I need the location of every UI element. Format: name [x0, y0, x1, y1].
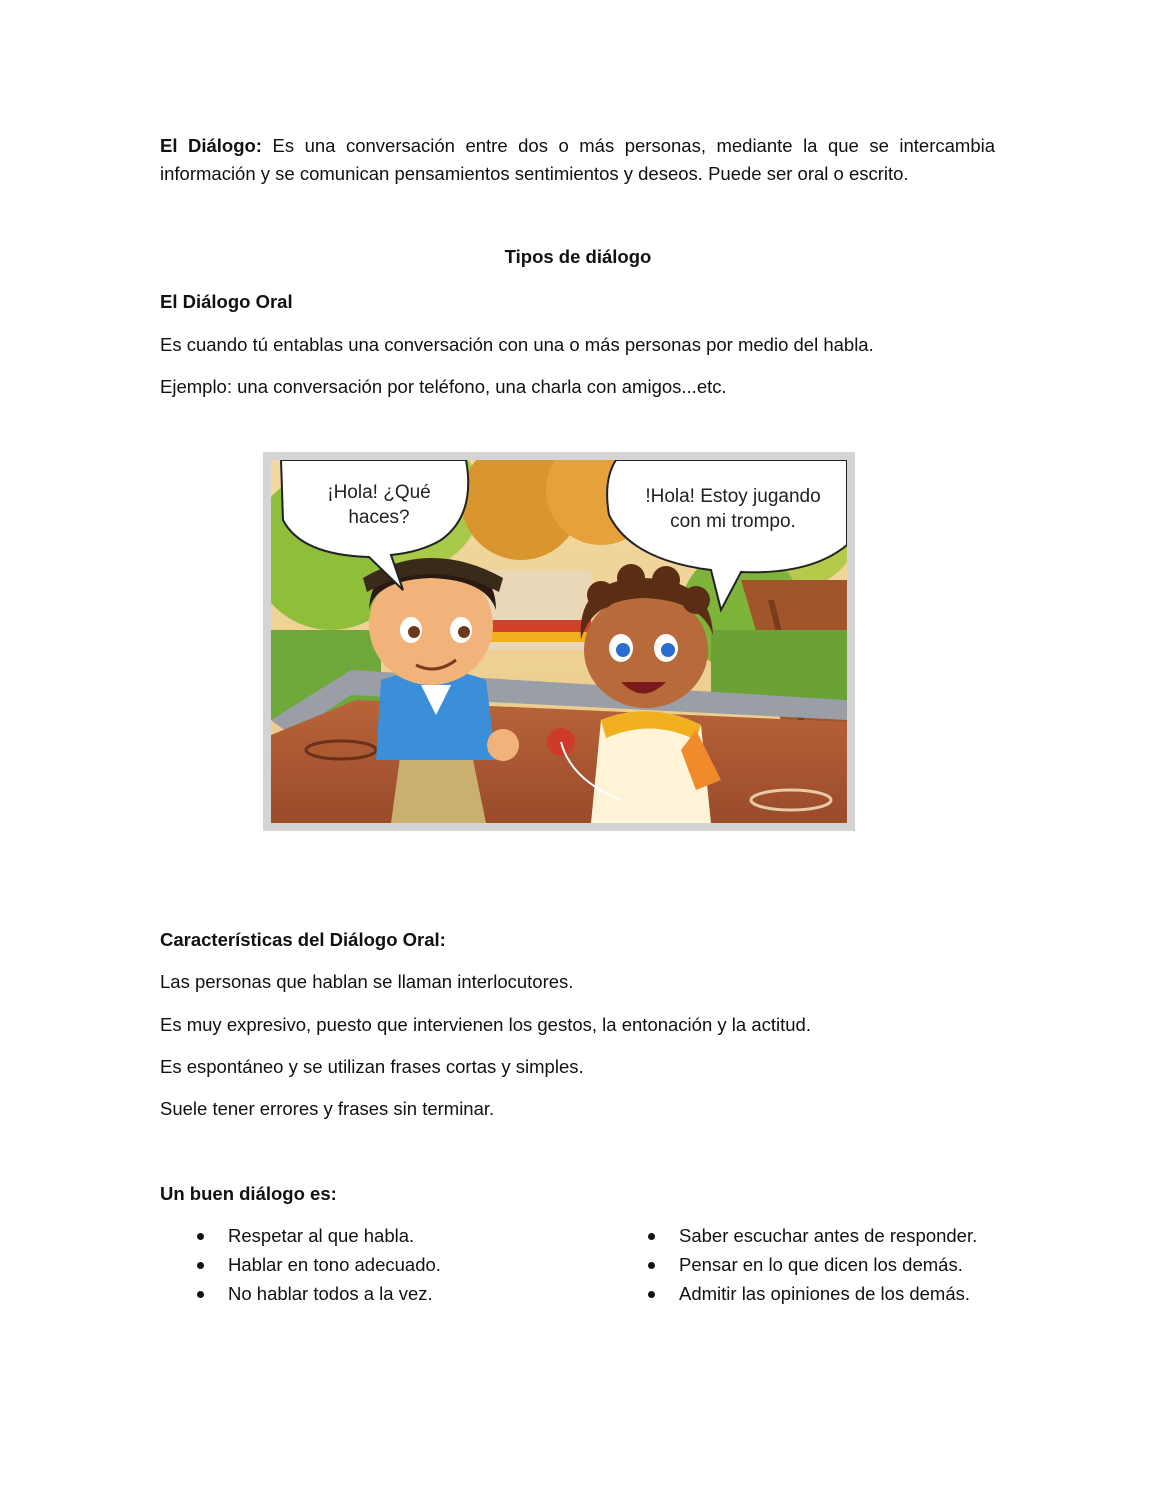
good-dialogue-list-left [160, 1222, 441, 1309]
list-item-text: No hablar todos a la vez. [228, 1283, 433, 1304]
intro-definition: Es una conversación entre dos o más personas, mediante la que se intercambia información y se comunican pensamientos sentimientos y deseos. Puede ser oral o escrito. [160, 135, 996, 184]
oral-heading: El Diálogo Oral [160, 291, 293, 312]
characteristic-item: Suele tener errores y frases sin terminar. [160, 1098, 495, 1119]
cartoon-two-boys [271, 460, 847, 823]
list-item [160, 1280, 441, 1309]
list-item [611, 1280, 977, 1309]
bubble-left-line2: haces? [348, 507, 410, 528]
list-item [611, 1251, 977, 1280]
intro-term: El Diálogo: [160, 135, 262, 156]
list-item [160, 1251, 441, 1280]
list-item-text: Respetar al que habla. [228, 1225, 415, 1246]
characteristic-item: Es muy expresivo, puesto que intervienen los gestos, la entonación y la actitud. [160, 1014, 811, 1035]
bullet-icon [648, 1233, 655, 1240]
list-item [611, 1222, 977, 1251]
good-dialogue-list-right [611, 1222, 977, 1309]
list-item-text: Pensar en lo que dicen los demás. [679, 1254, 963, 1275]
characteristic-item: Es espontáneo y se utilizan frases cortas y simples. [160, 1056, 584, 1077]
list-item [160, 1222, 441, 1251]
intro-paragraph [160, 132, 995, 188]
bubble-right-line1: !Hola! Estoy jugando [645, 486, 821, 507]
characteristics-heading: Características del Diálogo Oral: [160, 929, 446, 950]
list-item-text: Admitir las opiniones de los demás. [679, 1283, 971, 1304]
bullet-icon [197, 1291, 204, 1298]
characteristic-item: Las personas que hablan se llaman interlocutores. [160, 971, 574, 992]
bullet-icon [197, 1233, 204, 1240]
bullet-icon [197, 1262, 204, 1269]
oral-example: Ejemplo: una conversación por teléfono, una charla con amigos...etc. [160, 376, 727, 397]
list-item-text: Saber escuchar antes de responder. [679, 1225, 978, 1246]
bubble-right-line2: con mi trompo. [670, 511, 796, 532]
oral-description: Es cuando tú entablas una conversación con una o más personas por medio del habla. [160, 334, 874, 355]
bullet-icon [648, 1262, 655, 1269]
types-title: Tipos de diálogo [504, 246, 652, 267]
bullet-icon [648, 1291, 655, 1298]
good-dialogue-heading: Un buen diálogo es: [160, 1183, 337, 1204]
dialogue-illustration [263, 452, 855, 831]
bubble-left-line1: ¡Hola! ¿Qué [327, 482, 431, 503]
list-item-text: Hablar en tono adecuado. [228, 1254, 441, 1275]
